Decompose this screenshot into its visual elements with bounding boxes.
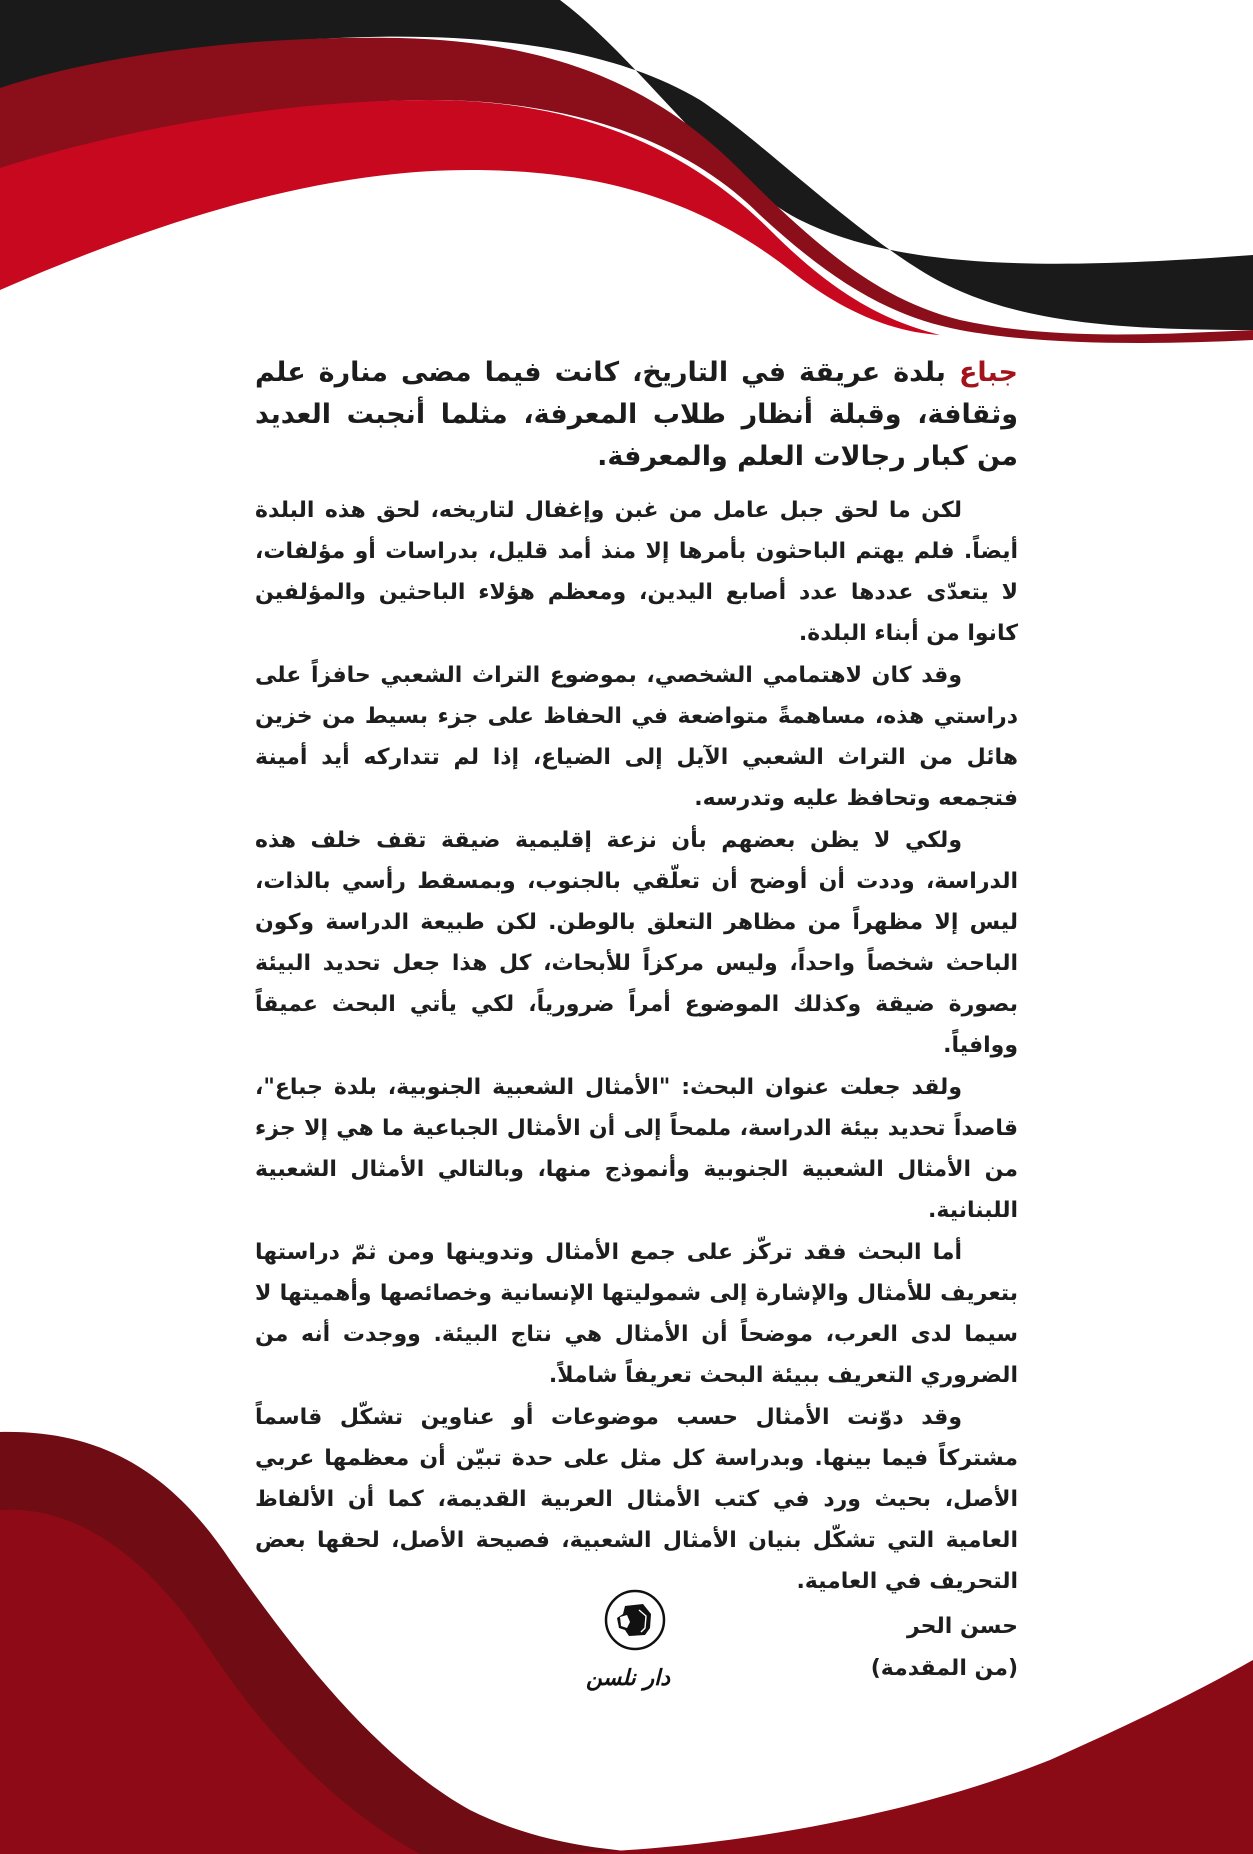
author-name: حسن الحر	[906, 1614, 1018, 1639]
body-paragraph: وقد كان لاهتمامي الشخصي، بموضوع التراث الشعبي حافزاً على دراستي هذه، مساهمةً متواضعة في الحفاظ على جزء بسيط من خزين هائل من التراث الشعبي الآيل إلى الضياع، إذا لم تتداركه أيد أمينة فتجمعه وتحافظ عليه وتدرسه.	[255, 663, 1018, 811]
body-paragraph: لكن ما لحق جبل عامل من غبن وإغفال لتاريخه، لحق هذه البلدة أيضاً. فلم يهتم الباحثون بأمرها إلا منذ أمد قليل، بدراسات أو مؤلفات، لا يتعدّى عددها عدد أصابع اليدين، ومعظم هؤلاء الباحثين والمؤلفين كانوا من أبناء البلدة.	[255, 498, 1018, 646]
body-paragraph: وقد دوّنت الأمثال حسب موضوعات أو عناوين تشكّل قاسماً مشتركاً فيما بينها. وبدراسة كل مثل على حدة تبيّن أن معظمها عربي الأصل، بحيث ورد في كتب الأمثال العربية القديمة، كما أن الألفاظ العامية التي تشكّل بنيان الأمثال الشعبية، فصيحة الأصل، لحقها بعض التحريف في العامية.	[255, 1405, 1018, 1594]
lead-text: بلدة عريقة في التاريخ، كانت فيما مضى منارة علم وثقافة، وقبلة أنظار طلاب المعرفة، مثلما أنجبت العديد من كبار رجالات العلم والمعرفة.	[255, 357, 1018, 472]
lead-paragraph	[255, 352, 1018, 478]
excerpt-source: (من المقدمة)	[870, 1656, 1018, 1681]
body-paragraph: أما البحث فقد تركّز على جمع الأمثال وتدوينها ومن ثمّ دراستها بتعريف للأمثال والإشارة إلى شموليتها الإنسانية وخصائصها وأهميتها لا سيما لدى العرب، موضحاً أن الأمثال هي نتاج البيئة. ووجدت أنه من الضروري التعريف ببيئة البحث تعريفاً شاملاً.	[255, 1240, 1018, 1388]
publisher-emblem-icon	[603, 1588, 667, 1652]
publisher-name: دار نلسن	[586, 1666, 670, 1691]
publisher-block	[586, 1588, 670, 1691]
back-cover-text	[255, 352, 1018, 1690]
body-paragraph: ولقد جعلت عنوان البحث: "الأمثال الشعبية الجنوبية، بلدة جباع"، قاصداً تحديد بيئة الدراسة، ملمحاً إلى أن الأمثال الجباعية ما هي إلا جزء من الأمثال الشعبية الجنوبية وأنموذج منها، وبالتالي الأمثال الشعبية اللبنانية.	[255, 1075, 1018, 1223]
body-paragraph: ولكي لا يظن بعضهم بأن نزعة إقليمية ضيقة تقف خلف هذه الدراسة، وددت أن أوضح أن تعلّقي بالجنوب، وبمسقط رأسي بالذات، ليس إلا مظهراً من مظاهر التعلق بالوطن. لكن طبيعة الدراسة وكون الباحث شخصاً واحداً، وليس مركزاً للأبحاث، كل هذا جعل تحديد البيئة بصورة ضيقة وكذلك الموضوع أمراً ضرورياً، لكي يأتي البحث عميقاً ووافياً.	[255, 828, 1018, 1058]
town-name-highlight: جباع	[958, 357, 1018, 388]
